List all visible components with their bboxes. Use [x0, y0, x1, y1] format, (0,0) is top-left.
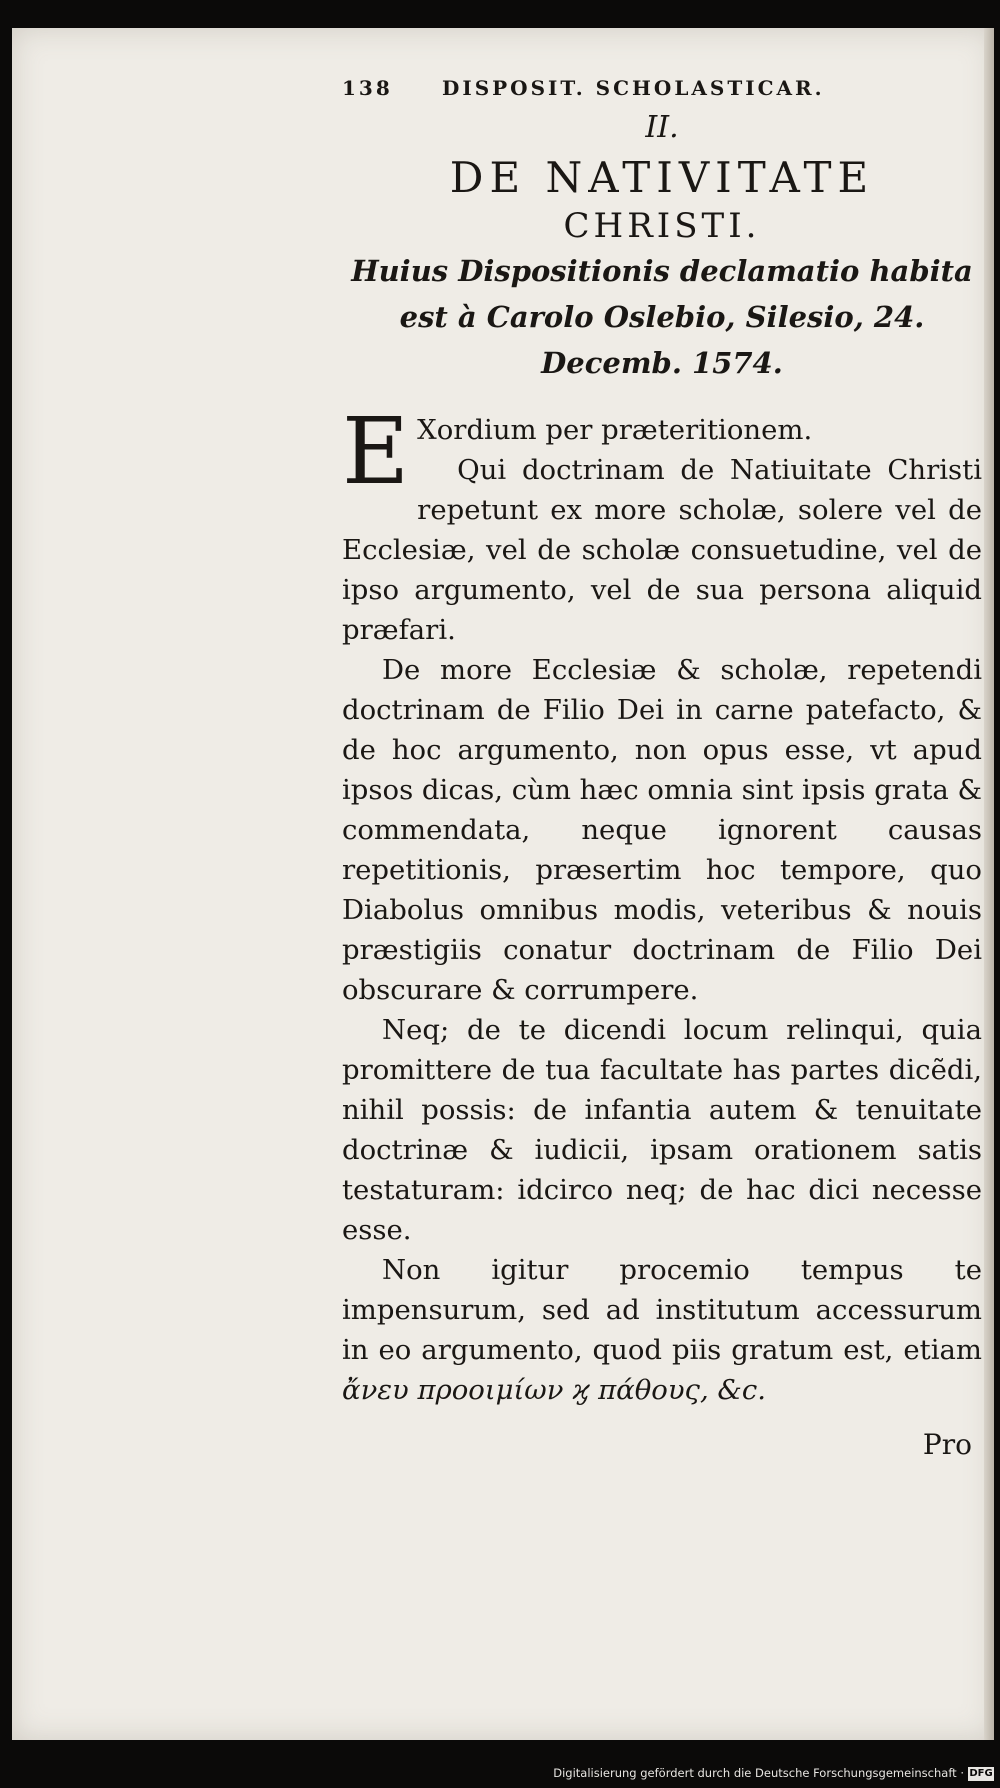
chapter-subtitle: CHRISTI.: [563, 206, 761, 246]
declamation-note-line2: est à Carolo Oslebio, Silesio, 24.: [399, 300, 925, 334]
funding-credit: Digitalisierung gefördert durch die Deutsche Forschungsgemeinschaft ·: [553, 1766, 964, 1780]
drop-cap: E: [342, 398, 410, 505]
dfg-logo: DFG: [969, 1768, 993, 1779]
declamation-note: [342, 248, 982, 386]
chapter-title: DE NATIVITATE: [449, 153, 875, 202]
declamation-note-line1: Huius Dispositionis declamatio habita: [351, 254, 973, 288]
page-number: 138: [342, 76, 393, 100]
paragraph: [342, 398, 982, 505]
text-block: [342, 76, 982, 1461]
section-number: II.: [645, 110, 679, 145]
declamation-note-line3: Decemb. 1574.: [541, 346, 783, 380]
catchword: Pro: [922, 1428, 972, 1461]
paragraph: De more Ecclesiæ & scholæ, repetendi doctrinam de Filio Dei in carne patefacto, & de hoc argumento, non opus esse, vt apud ipsos dicas, cùm hæc omnia sint ipsis grata & commendata, neque ignorent causas repetitionis, præsertim hoc tempore, quo Diabolus omnibus modis, veteribus & nouis præstigiis conatur doctrinam de Filio Dei obscurare & corrumpere.: [342, 654, 983, 1006]
book-page: [12, 28, 994, 1740]
paragraph-text: Xordium per præteritionem.: [417, 414, 813, 446]
greek-phrase: ἄνευ προοιμίων ϗ πάθους, &c.: [342, 1374, 767, 1406]
running-head-title: DISPOSIT. SCHOLASTICAR.: [442, 76, 825, 100]
paragraph: [342, 1250, 982, 1410]
paragraph-text: Non igitur procemio tempus te impensurum, sed ad institutum accessurum in eo argumento, quod piis gratum est, etiam: [342, 1254, 982, 1366]
running-head: [342, 76, 982, 106]
page-edge: [984, 28, 994, 1740]
body-text: [342, 398, 983, 1410]
paragraph: Neq; de te dicendi locum relinqui, quia promittere de tua facultate has partes dicẽdi, nihil possis: de infantia autem & tenuitate doctrinæ & iudicii, ipsam orationem satis testaturam: idcirco neq; de hac dici necesse esse.: [342, 1014, 982, 1246]
footer-bar: [0, 1758, 1000, 1788]
paragraph: Qui doctrinam de Natiuitate Christi repetunt ex more scholæ, solere vel de Ecclesiæ, vel de scholæ consuetudine, vel de ipso argumento, vel de sua persona aliquid præfari.: [342, 454, 982, 646]
